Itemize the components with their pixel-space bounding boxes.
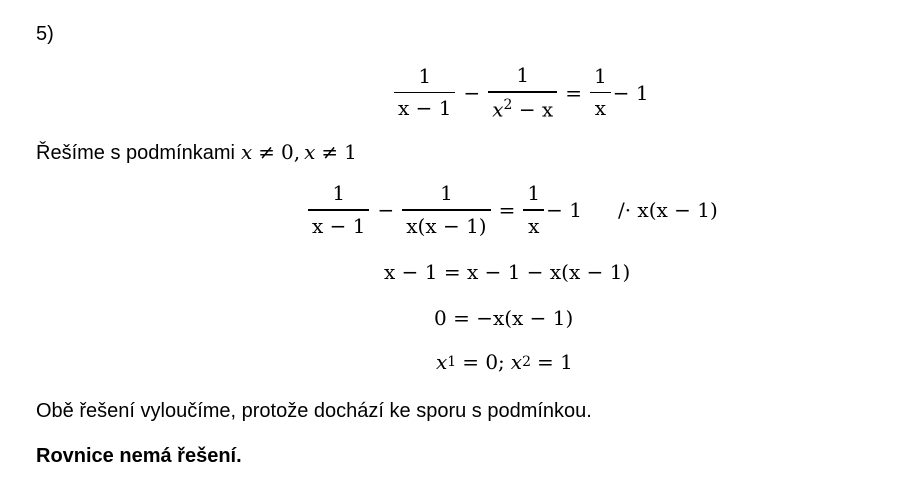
cond-var-2: x	[304, 140, 316, 164]
fraction-3-numerator: 1	[527, 181, 541, 205]
conditions-math	[241, 142, 357, 162]
root-2-value: = 1	[536, 350, 573, 374]
minus-sign: −	[463, 80, 481, 105]
cond-rel-1: ≠	[258, 140, 276, 164]
original-equation	[392, 64, 649, 121]
cond-var-1: x	[240, 140, 253, 164]
fraction-1	[308, 182, 369, 238]
cond-val-2: 1	[344, 140, 357, 164]
step-line-3	[384, 260, 630, 284]
fraction-bar	[402, 209, 490, 211]
root-1-sub: 1	[447, 354, 457, 370]
fraction-1	[394, 65, 455, 121]
fraction-2	[488, 64, 557, 121]
fraction-3-denominator: x	[594, 96, 606, 121]
fraction-3	[590, 65, 611, 121]
root-2-var: x	[510, 350, 523, 374]
fraction-bar	[488, 91, 557, 93]
right-rest: − 1	[546, 197, 582, 222]
fraction-3-denominator: x	[528, 213, 540, 238]
step-line-4-text: 0 = −x(x − 1)	[434, 306, 574, 330]
fraction-2-denominator: x(x − 1)	[406, 213, 487, 238]
den-exponent: 2	[503, 96, 513, 113]
fraction-2	[402, 182, 490, 238]
fraction-2-numerator: 1	[516, 63, 530, 87]
root-1-var: x	[436, 350, 448, 374]
fraction-2-denominator	[488, 97, 557, 122]
step-line-4	[434, 306, 573, 330]
root-1-value: = 0;	[462, 350, 505, 374]
den-rest: − x	[518, 97, 554, 122]
equals-sign: =	[498, 197, 516, 222]
cond-val-1: 0,	[281, 140, 301, 164]
fraction-1-numerator: 1	[418, 63, 432, 88]
step-line-3-text: x − 1 = x − 1 − x(x − 1)	[384, 260, 631, 284]
fraction-1-denominator: x − 1	[312, 213, 366, 238]
problem-number: 5)	[36, 23, 54, 45]
conclusion-text: Obě řešení vyloučíme, protože dochází ke sporu s podmínkou.	[36, 400, 592, 422]
fraction-bar	[308, 209, 369, 211]
fraction-3	[523, 182, 544, 238]
answer-text: Rovnice nemá řešení.	[36, 445, 242, 467]
den-base: x	[492, 97, 504, 122]
equals-sign: =	[565, 80, 582, 105]
cond-rel-2: ≠	[321, 140, 339, 164]
factored-equation	[306, 182, 718, 238]
multiplier-note: /· x(x − 1)	[617, 197, 718, 222]
fraction-1-numerator: 1	[332, 181, 346, 205]
right-rest: − 1	[612, 80, 649, 105]
roots-line	[436, 350, 573, 374]
fraction-2-numerator: 1	[440, 181, 453, 205]
fraction-bar	[394, 92, 455, 94]
fraction-bar	[590, 92, 611, 94]
fraction-bar	[523, 209, 544, 211]
conditions-line	[36, 142, 357, 163]
minus-sign: −	[377, 197, 395, 222]
fraction-1-denominator: x − 1	[398, 96, 452, 121]
fraction-3-numerator: 1	[593, 63, 607, 88]
conditions-label: Řešíme s podmínkami	[36, 142, 235, 164]
root-2-sub: 2	[522, 354, 531, 370]
